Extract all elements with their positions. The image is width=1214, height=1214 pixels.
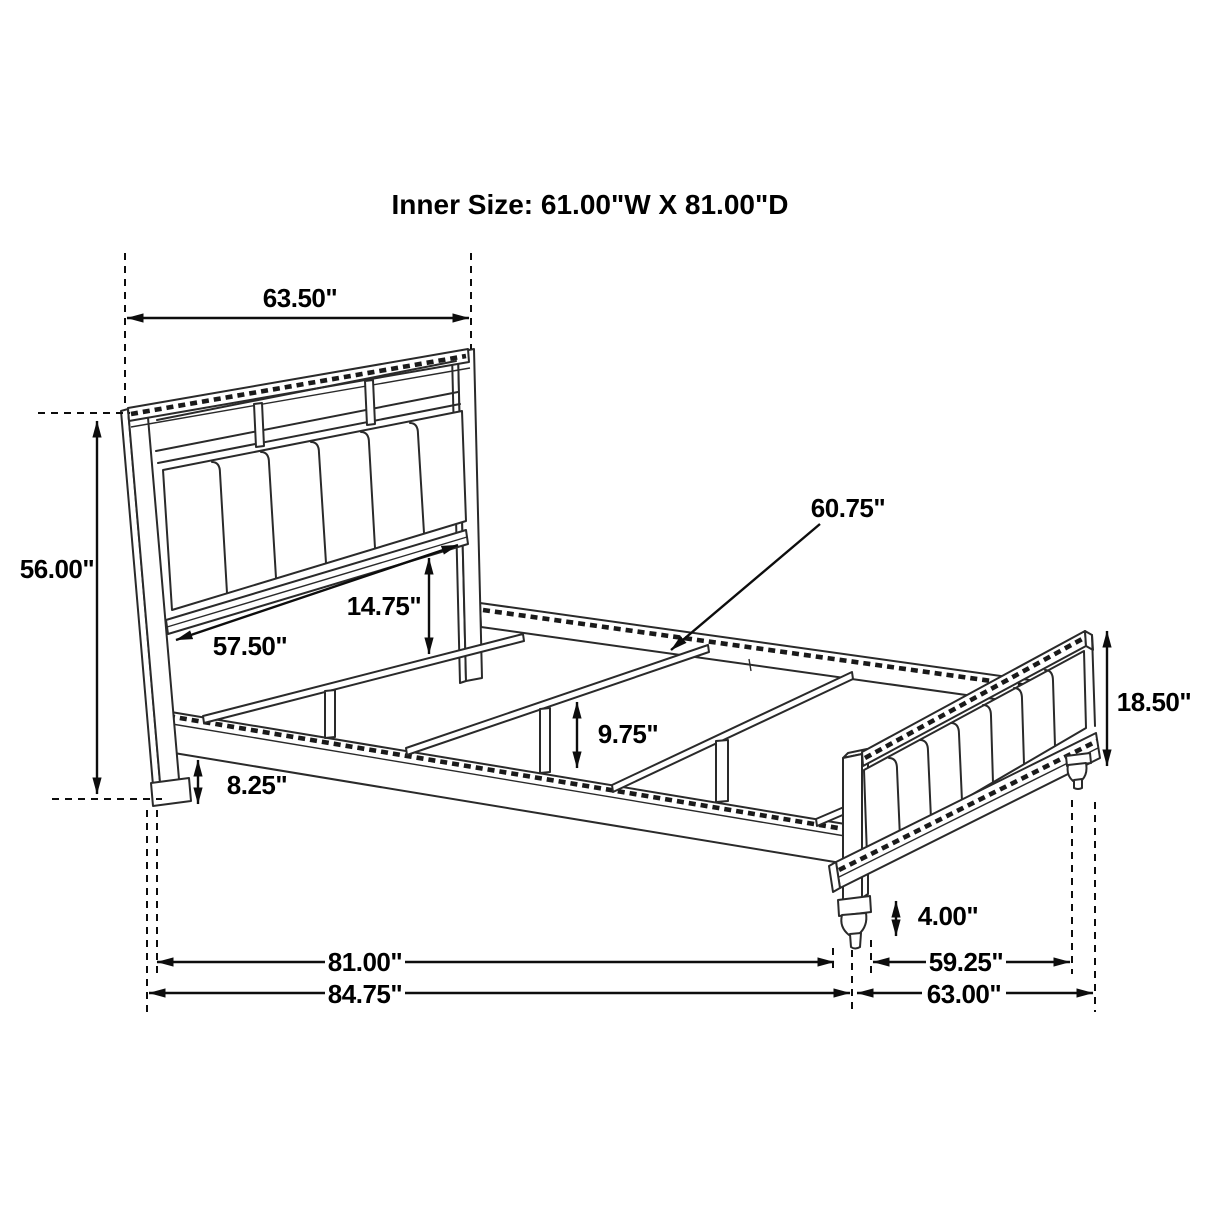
- slat-2: [406, 645, 709, 755]
- far-bun-foot-tip: [1074, 779, 1082, 789]
- dimension-label: 84.75": [327, 979, 403, 1009]
- headboard-left-post-foot: [151, 778, 191, 806]
- dimension-label: 59.25": [928, 947, 1004, 977]
- diagram-title: Inner Size: 61.00"W X 81.00"D: [391, 189, 789, 220]
- dim-slat-length: [671, 493, 885, 650]
- far-rail-hatch: [483, 610, 1063, 691]
- dimension-label: 63.50": [262, 283, 338, 313]
- slat-support-leg: [540, 708, 550, 773]
- slat-support-leg: [325, 690, 335, 738]
- dimension-label: 81.00": [327, 947, 403, 977]
- dim-footboard-height: [1107, 631, 1191, 766]
- dimension-label: 57.50": [212, 631, 288, 661]
- dimension-label: 4.00": [917, 901, 979, 931]
- top-row-divider: [365, 380, 375, 425]
- far-bun-foot: [1068, 763, 1087, 781]
- headboard-top-line2: [131, 368, 470, 427]
- leader-line: [671, 524, 820, 650]
- dim-footboard-foot-height: [896, 901, 978, 936]
- dimension-label: 18.50": [1116, 687, 1192, 717]
- near-bun-foot: [841, 913, 866, 935]
- slat-support-leg: [716, 740, 728, 802]
- dimension-label: 8.25": [226, 770, 288, 800]
- dimension-label: 9.75": [597, 719, 659, 749]
- headboard-top-hatch: [131, 356, 466, 414]
- top-row-divider: [254, 403, 264, 447]
- dimension-label: 63.00": [926, 979, 1002, 1009]
- top-row-upper-edge: [157, 361, 456, 420]
- dimension-label: 60.75": [810, 493, 886, 523]
- dimension-label: 14.75": [346, 591, 422, 621]
- dim-slat-height: [577, 702, 658, 768]
- near-bun-foot-tip: [850, 933, 861, 949]
- dimension-label: 56.00": [19, 554, 95, 584]
